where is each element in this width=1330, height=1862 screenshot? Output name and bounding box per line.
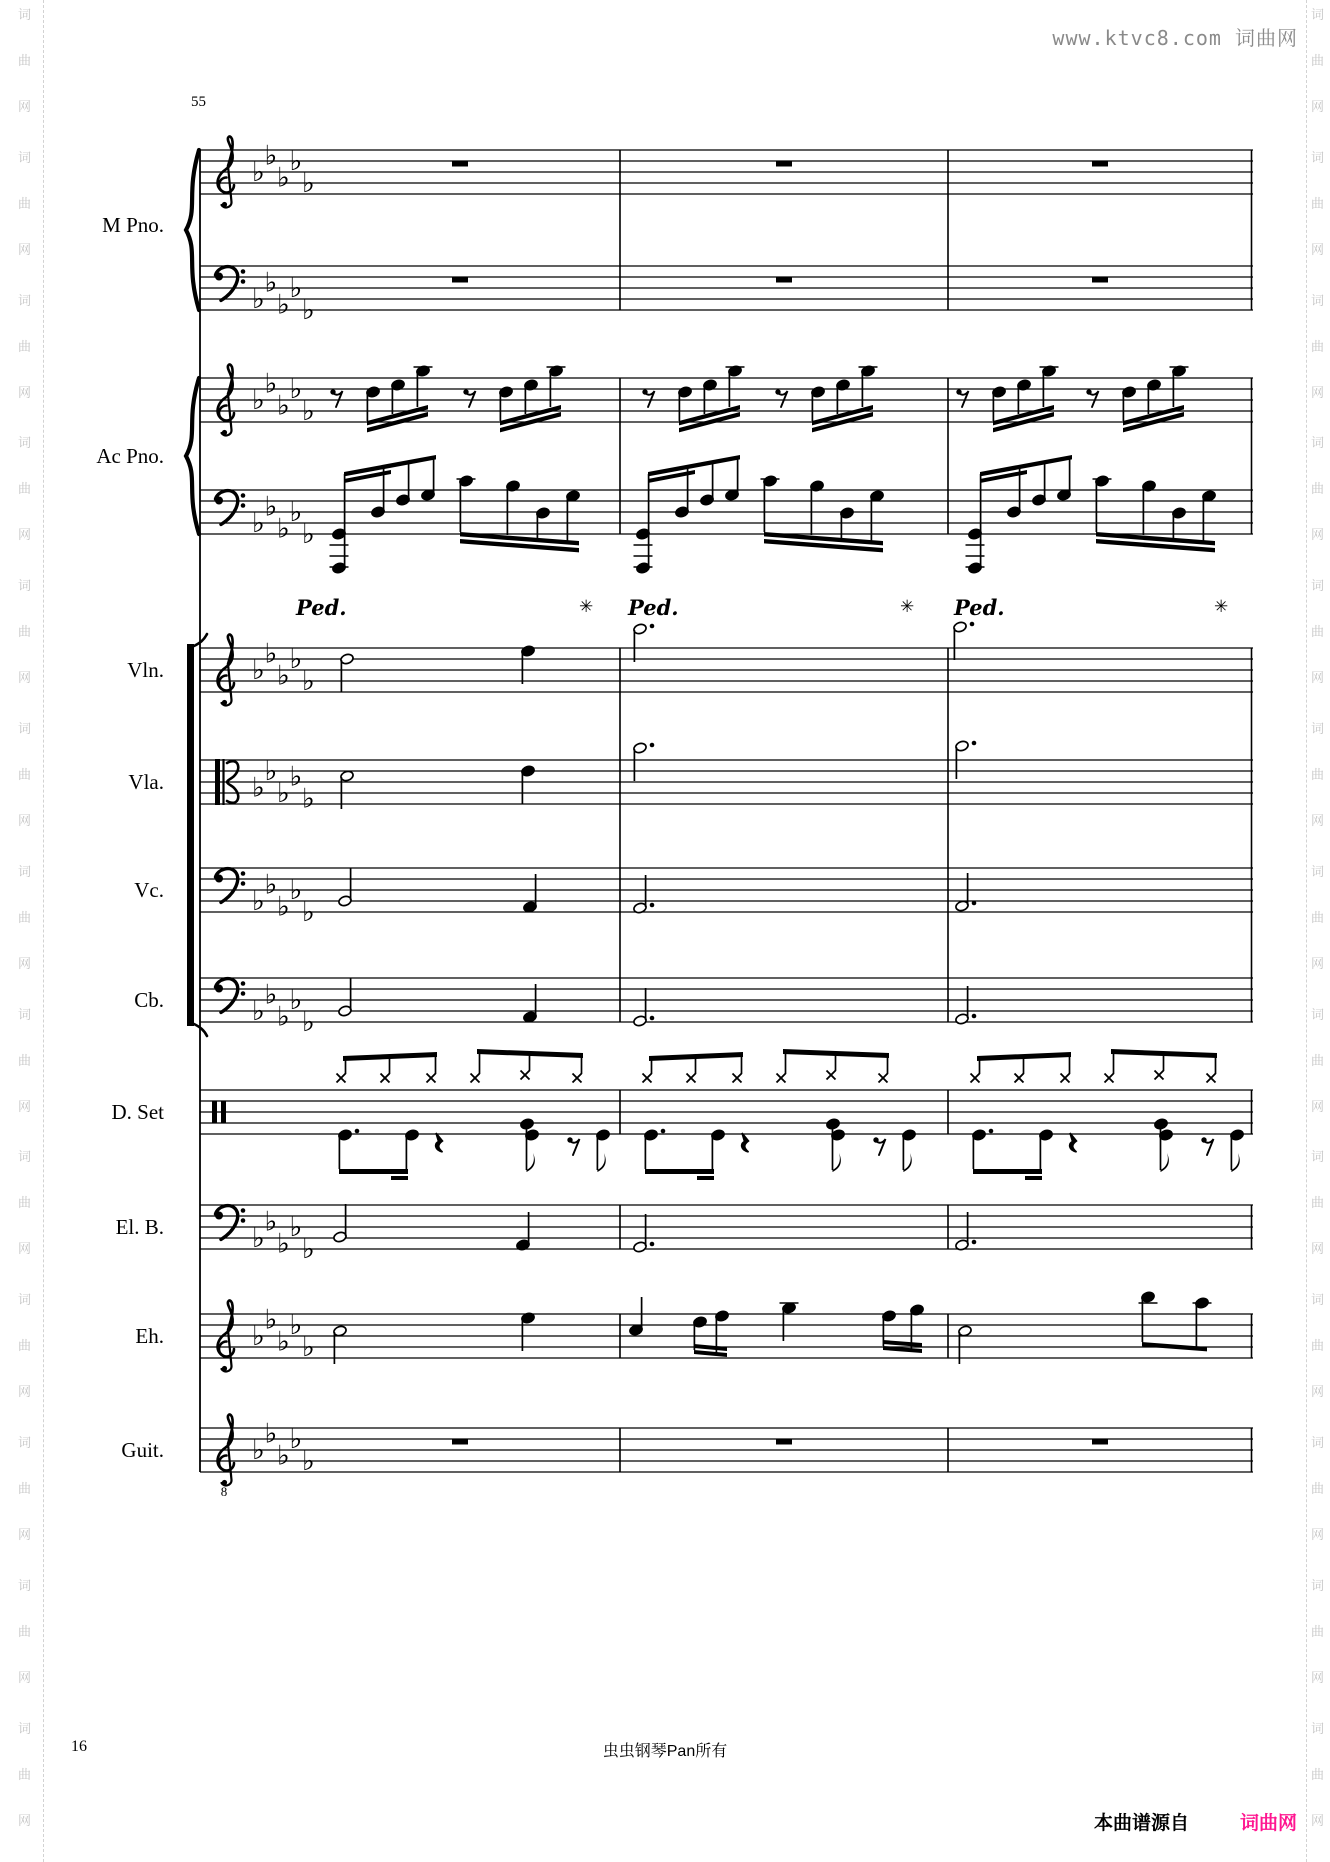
notes-elb [333,1204,977,1253]
notes-eh [333,1291,1212,1364]
watermark-char: 曲 [18,1623,32,1639]
pedal-release-icon: ✳ [579,597,594,616]
watermark-char: 网 [1311,1527,1325,1542]
strings-bracket [187,634,207,1036]
svg-text:♭: ♭ [252,996,265,1027]
bass-clef-icon [215,491,245,525]
watermark-char: 词 [18,721,32,736]
watermark-char: 曲 [1311,1338,1325,1354]
key-signature-cb [252,980,315,1039]
svg-text:♭: ♭ [302,666,315,697]
notes-dset [337,1049,1245,1180]
watermark-char: 词 [1311,721,1325,736]
whole-rests [452,161,1108,1445]
svg-text:♭: ♭ [289,875,303,906]
staff-eh [200,1314,1253,1358]
svg-text:♭: ♭ [277,778,290,809]
svg-text:♭: ♭ [252,772,265,804]
bass-clef-icon [215,869,245,903]
svg-text:♭: ♭ [289,273,303,304]
watermark-char: 曲 [1311,909,1325,925]
site-watermark: www.ktvc8.com 词曲网 [1052,26,1298,50]
svg-text:♭: ♭ [277,1001,290,1033]
svg-text:♭: ♭ [302,1234,315,1265]
watermark-char: 曲 [18,481,32,497]
svg-text:♭: ♭ [277,1440,290,1472]
measure-number: 55 [191,94,206,110]
svg-text:8: 8 [220,1484,228,1499]
watermark-char: 网 [18,1384,32,1400]
svg-text:♭: ♭ [252,508,265,539]
watermark-char: 词 [18,292,32,308]
piano-braces [186,150,199,534]
key-signature-mpno-bass [252,268,315,327]
pedal-release-icon: ✳ [1214,597,1229,616]
watermark-char: 曲 [1311,1195,1325,1211]
svg-text:♭: ♭ [252,886,265,917]
staff-mpno-bass [200,266,1253,310]
watermark-char: 词 [18,863,32,879]
svg-text:♭: ♭ [277,390,290,422]
svg-text:♭: ♭ [302,1446,315,1477]
watermark-char: 曲 [18,767,32,782]
watermark-char: 曲 [18,53,32,68]
watermark-char: 网 [18,1098,32,1114]
watermark-char: 网 [1311,241,1325,257]
svg-text:♭: ♭ [252,157,265,188]
svg-text:♭: ♭ [302,783,315,815]
key-signature-acpno-treble [252,369,315,428]
watermark-char: 词 [1311,578,1325,594]
watermark-char: 曲 [1311,338,1325,354]
watermark-char: 曲 [1311,624,1325,640]
svg-text:♭: ♭ [264,1304,278,1336]
watermark-char: 曲 [1311,767,1325,782]
label-d-set: D. Set [111,1100,164,1124]
watermark-char: 网 [18,99,32,114]
staff-vla [200,760,1253,804]
staff-guit [200,1428,1253,1472]
svg-text:♭: ♭ [252,1223,265,1254]
svg-text:♭: ♭ [252,284,265,315]
watermark-char: 词 [18,578,32,594]
watermark-char: 网 [18,527,32,543]
label-ac-pno: Ac Pno. [96,444,164,468]
svg-text:♭: ♭ [252,385,265,416]
watermark-char: 网 [18,1669,32,1685]
watermark-char: 网 [18,670,32,686]
watermark-char: 网 [1311,99,1325,114]
svg-text:♭: ♭ [277,660,290,692]
source-note: 本曲谱源自 [1094,1813,1190,1834]
label-el-b: El. B. [115,1215,164,1239]
watermark-char: 曲 [18,1481,32,1496]
barlines [200,150,1252,1472]
svg-text:♭: ♭ [302,897,315,928]
svg-text:♭: ♭ [264,491,278,523]
svg-text:♭: ♭ [264,756,278,787]
watermark-char: 词 [18,1435,32,1450]
svg-text:♭: ♭ [277,1228,290,1260]
watermark-char: 曲 [18,338,32,354]
watermark-char: 词 [18,1720,32,1736]
svg-text:♭: ♭ [302,1332,315,1363]
label-vla: Vla. [128,770,164,794]
staff-cb [200,978,1253,1022]
watermark-char: 网 [1311,955,1325,971]
svg-text:♭: ♭ [289,146,303,177]
source-brand: 词曲网 [1240,1813,1298,1834]
svg-text:♭: ♭ [289,985,303,1016]
watermark-char: 网 [18,1527,32,1542]
watermark-char: 曲 [1311,1766,1325,1782]
svg-text:♭: ♭ [252,1321,265,1352]
svg-text:♭: ♭ [302,1007,315,1038]
watermark-char: 曲 [1311,53,1325,68]
svg-text:♭: ♭ [289,1310,303,1341]
label-m-pno: M Pno. [102,213,164,237]
watermark-char: 曲 [18,1195,32,1211]
watermark-char: 网 [1311,670,1325,686]
watermark-char: 曲 [1311,1481,1325,1496]
svg-text:♭: ♭ [277,289,290,321]
svg-text:♭: ♭ [302,295,315,326]
watermark-char: 网 [18,241,32,257]
pedal-mark-3: Ped. [954,595,1005,620]
watermark-char: 曲 [18,624,32,640]
svg-text:♭: ♭ [264,638,278,670]
watermark-char: 曲 [1311,1623,1325,1639]
svg-text:♭: ♭ [277,891,290,923]
key-signature-mpno-treble [252,141,315,200]
svg-text:♭: ♭ [264,979,278,1011]
watermark-char: 词 [18,1006,32,1022]
svg-text:♭: ♭ [252,655,265,686]
svg-text:♭: ♭ [264,869,278,901]
svg-text:♭: ♭ [264,267,278,299]
bass-clef-icon [215,979,245,1013]
watermark-char: 网 [1311,527,1325,543]
pedal-mark-2: Ped. [628,595,679,620]
watermark-char: 网 [18,955,32,971]
watermark-char: 网 [1311,1241,1325,1257]
pedal-release-icon: ✳ [900,597,915,616]
svg-text:♭: ♭ [302,168,315,199]
watermark-char: 词 [1311,1006,1325,1022]
watermark-char: 词 [1311,1435,1325,1450]
label-vc: Vc. [134,878,164,902]
watermark-char: 曲 [1311,195,1325,211]
svg-text:♭: ♭ [289,497,303,528]
treble-clef-icon [218,1414,234,1499]
watermark-char: 词 [1311,1720,1325,1736]
watermark-char: 网 [1311,1812,1325,1828]
svg-text:♭: ♭ [264,368,278,400]
watermark-char: 曲 [1311,1052,1325,1068]
bass-clef-icon [215,267,245,301]
notes-cb [338,978,977,1027]
svg-text:♭: ♭ [264,1206,278,1238]
staff-vln [200,648,1253,692]
watermark-char: 词 [1311,1577,1325,1593]
key-signature-acpno-bass [252,492,315,551]
key-signature-vln [252,639,315,698]
staff-elb [200,1205,1253,1249]
svg-text:♭: ♭ [302,519,315,550]
page-number: 16 [71,1738,87,1755]
watermark-char: 曲 [1311,481,1325,497]
key-signature-guit [252,1419,315,1478]
watermark-char: 网 [1311,813,1325,828]
watermark-char: 词 [1311,149,1325,165]
watermark-char: 网 [18,384,32,400]
notes-vla [340,740,977,809]
watermark-char: 网 [1311,1669,1325,1685]
svg-text:♭: ♭ [302,396,315,427]
watermark-char: 词 [18,7,32,22]
notes-acpno-bass [330,455,1217,574]
key-signature-vc [252,870,315,929]
footer-attribution: 虫虫钢琴Pan所有 [602,1743,728,1760]
watermark-char: 词 [1311,292,1325,308]
key-signature-elb [252,1207,315,1266]
svg-text:♭: ♭ [264,1418,278,1450]
bass-clef-icon [215,1206,245,1240]
watermark-char: 词 [1311,1292,1325,1308]
watermark-char: 网 [18,813,32,828]
label-cb: Cb. [134,988,164,1012]
svg-text:♭: ♭ [277,1326,290,1358]
watermark-char: 词 [18,435,32,451]
watermark-char: 曲 [18,1766,32,1782]
watermark-char: 词 [1311,7,1325,22]
svg-text:♭: ♭ [289,1424,303,1455]
label-guit: Guit. [121,1438,164,1462]
svg-text:♭: ♭ [277,513,290,545]
watermark-char: 曲 [18,195,32,211]
watermark-char: 网 [1311,1098,1325,1114]
watermark-char: 网 [18,1241,32,1257]
staff-mpno-treble [200,150,1253,194]
watermark-char: 曲 [18,1052,32,1068]
key-signature-vla [252,756,315,815]
svg-text:♭: ♭ [289,761,303,793]
watermark-char: 词 [18,149,32,165]
watermark-char: 网 [18,1812,32,1828]
watermark-char: 曲 [18,909,32,925]
notes-vc [338,868,977,914]
svg-text:♭: ♭ [264,140,278,172]
svg-text:♭: ♭ [289,374,303,405]
watermark-char: 网 [1311,384,1325,400]
watermark-char: 词 [18,1577,32,1593]
label-vln: Vln. [127,658,164,682]
svg-text:♭: ♭ [277,162,290,194]
watermark-char: 词 [1311,863,1325,879]
staff-vc [200,868,1253,912]
key-signature-eh [252,1305,315,1364]
svg-text:♭: ♭ [289,1212,303,1243]
svg-text:♭: ♭ [252,1435,265,1466]
label-eh: Eh. [135,1324,164,1348]
staff-dset [200,1090,1253,1134]
watermark-char: 词 [18,1149,32,1165]
watermark-char: 网 [1311,1384,1325,1400]
svg-text:♭: ♭ [289,644,303,675]
pedal-mark-1: Ped. [296,595,347,620]
watermark-char: 词 [1311,1149,1325,1165]
watermark-char: 词 [1311,435,1325,451]
watermark-char: 曲 [18,1338,32,1354]
watermark-char: 词 [18,1292,32,1308]
